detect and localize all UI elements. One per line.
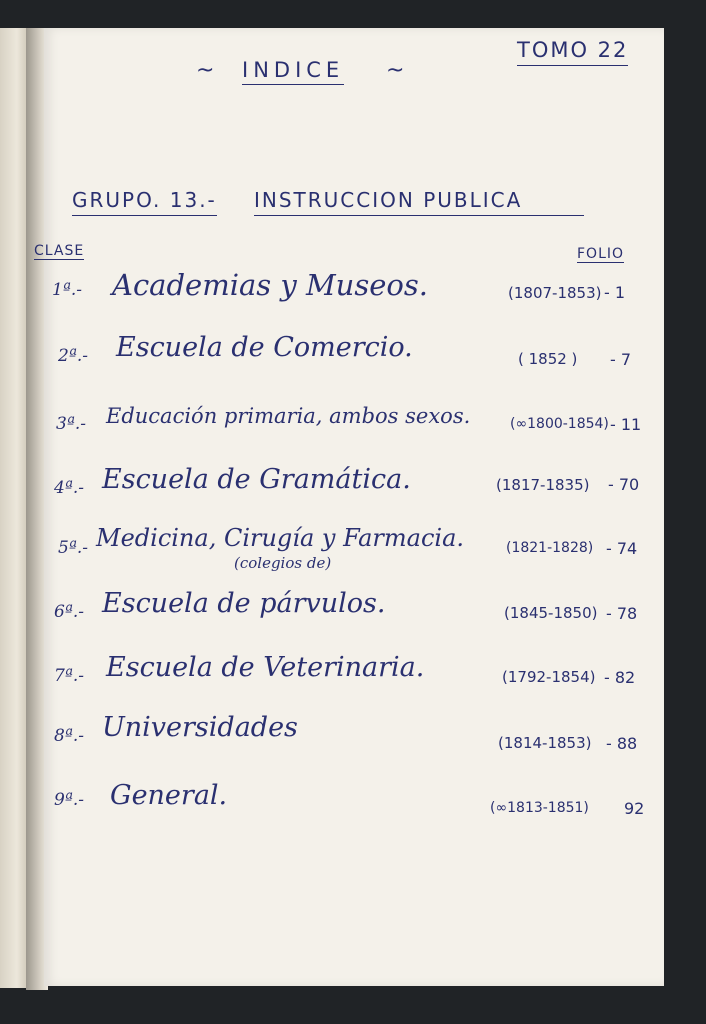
entry-folio: - 11 [610, 415, 642, 434]
entry-name: General. [110, 780, 228, 811]
page-title: INDICE [242, 58, 344, 85]
entry-name: Academias y Museos. [112, 268, 428, 302]
entry-name: Medicina, Cirugía y Farmacia. [96, 524, 465, 552]
entry-name: Escuela de Gramática. [102, 464, 411, 495]
entry-name: Educación primaria, ambos sexos. [106, 404, 471, 428]
group-name: INSTRUCCION PUBLICA [254, 188, 584, 216]
entry-number: 6ª.- [54, 602, 85, 622]
entry-number: 2ª.- [58, 346, 89, 366]
entry-number: 8ª.- [54, 726, 85, 746]
entry-dates: (1807-1853) [508, 284, 602, 302]
entry-name: Universidades [102, 712, 298, 743]
entry-folio: - 88 [606, 734, 638, 753]
entry-dates: ( 1852 ) [518, 350, 578, 368]
entry-dates: (∞1813-1851) [490, 800, 589, 816]
tilde-left: ~ [196, 58, 215, 83]
entry-number: 4ª.- [54, 478, 85, 498]
entry-folio: - 70 [608, 475, 640, 494]
entry-folio: - 82 [604, 668, 636, 687]
entry-number: 7ª.- [54, 666, 85, 686]
entry-name: Escuela de Comercio. [116, 332, 413, 363]
entry-folio: - 7 [610, 350, 632, 369]
group-number: GRUPO. 13.- [72, 188, 217, 216]
entry-dates: (∞1800-1854) [510, 416, 609, 432]
clase-label: CLASE [34, 243, 85, 259]
entry-number: 5ª.- [58, 538, 89, 558]
entry-folio: - 78 [606, 604, 638, 623]
entry-number: 3ª.- [56, 414, 87, 434]
entry-folio: - 1 [604, 283, 626, 302]
left-page-edge [0, 28, 28, 988]
entry-number: 9ª.- [54, 790, 85, 810]
entry-name: Escuela de Veterinaria. [106, 652, 425, 683]
entry-dates: (1792-1854) [502, 668, 596, 686]
entry-dates: (1845-1850) [504, 604, 598, 622]
entry-dates: (1821-1828) [506, 540, 594, 556]
index-page [34, 28, 664, 986]
entry-dates: (1817-1835) [496, 476, 590, 494]
folio-label: FOLIO [577, 246, 625, 262]
entry-folio: - 74 [606, 539, 638, 558]
entry-folio: 92 [624, 799, 645, 818]
entry-subtitle: (colegios de) [234, 554, 332, 572]
entry-name: Escuela de párvulos. [102, 588, 386, 619]
entry-number: 1ª.- [52, 280, 83, 300]
tomo-label: TOMO 22 [517, 38, 628, 66]
tilde-right: ~ [386, 58, 405, 83]
entry-dates: (1814-1853) [498, 734, 592, 752]
